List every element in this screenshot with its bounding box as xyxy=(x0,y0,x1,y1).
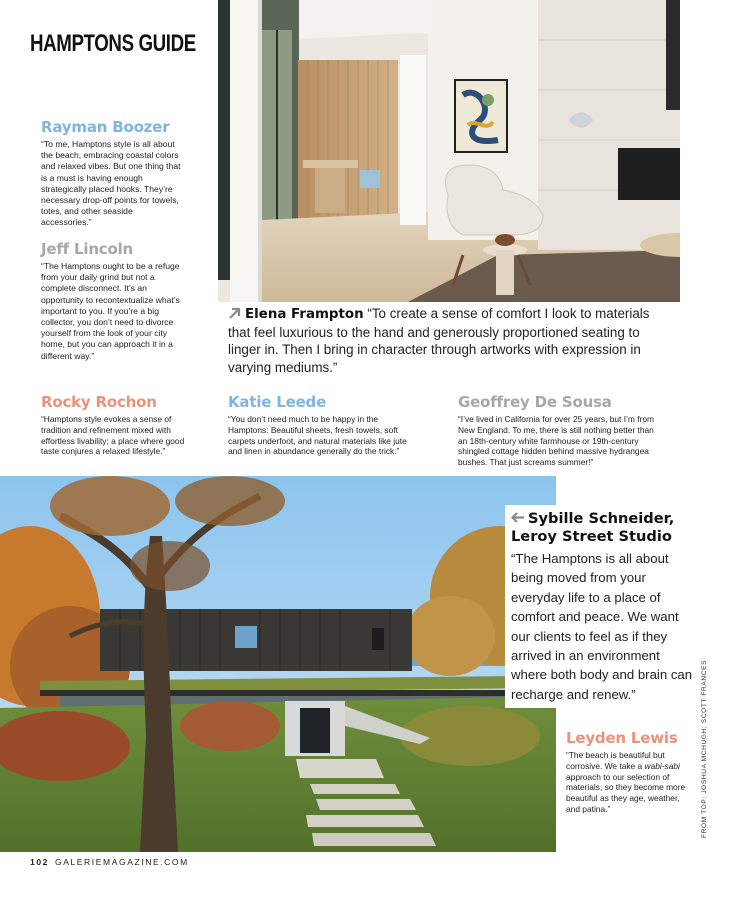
designer-name: Leyden Lewis xyxy=(566,729,678,747)
page-number: 102 xyxy=(30,857,49,867)
exterior-photo xyxy=(0,476,556,852)
arrow-left-icon xyxy=(511,512,525,523)
designer-quote: “The beach is beautiful but corrosive. We take a wabi-sabi approach to our selection of materials, so they become more beautiful as they age, weather, and patina.” xyxy=(566,750,686,814)
designer-quote: “The Hamptons ought to be a refuge from your daily grind but not a complete disconnect. It’s an opportunity to recontextualize what’s important to you. If you’re a big collector, you don’t need to divorce yourself from the look of your city home, but you can approach it in a different way.” xyxy=(41,261,180,361)
designer-quote: “The Hamptons is all about being moved from your everyday life to a place of comfort and peace. We want our clients to feel as if they arrived in an environment where both body and brain can recharge and renew.” xyxy=(511,551,693,702)
sidebar-quote-rayman xyxy=(41,118,181,229)
designer-name: Geoffrey De Sousa xyxy=(458,393,612,411)
designer-name: Elena Frampton xyxy=(245,307,364,322)
designer-quote: “To me, Hamptons style is all about the beach, embracing coastal colors and relaxed vibes. But one thing that is a must is having enough strategically placed hooks. They’re necessary drop-off points for towels, totes, and other seaside accessories.” xyxy=(41,139,181,228)
quote-leyden xyxy=(566,729,686,815)
designer-quote: “You don’t need much to be happy in the Hamptons: Beautiful sheets, fresh towels, soft carpets underfoot, and natural materials like jute and linen in abundance generally do the trick.” xyxy=(228,414,407,457)
designer-quote: “I’ve lived in California for over 25 years, but I’m from New England. To me, there is still nothing better than an 18th-century white farmhouse or 19th-century shingled cottage hidden behind massive hydrangea bushes. That just screams summer!” xyxy=(458,414,654,468)
designer-quote: “To create a sense of comfort I look to materials that feel luxurious to the hand and generously proportioned seating to linger in. Then I bring in character through artworks with expression in varying mediums.” xyxy=(228,306,650,375)
arrow-northeast-icon xyxy=(228,307,242,319)
designer-name: Rayman Boozer xyxy=(41,118,170,136)
designer-quote: “Hamptons style evokes a sense of tradition and refinement mixed with effortless livability; a place where good taste conjures a relaxed lifestyle.” xyxy=(41,414,185,457)
featured-quote-sybille xyxy=(505,505,700,708)
designer-name: Katie Leede xyxy=(228,393,327,411)
site-url: GALERIEMAGAZINE.COM xyxy=(54,857,189,867)
row-quote-rocky xyxy=(41,393,189,457)
designer-name: Rocky Rochon xyxy=(41,393,157,411)
sidebar-quote-jeff xyxy=(41,240,181,362)
page-title: HAMPTONS GUIDE xyxy=(30,30,196,57)
photo-credit: FROM TOP: JOSHUA MCHUGH; SCOTT FRANCES xyxy=(701,659,708,838)
row-quote-katie xyxy=(228,393,413,457)
designer-name: Sybille Schneider, Leroy Street Studio xyxy=(511,510,675,545)
row-quote-geoffrey xyxy=(458,393,658,468)
page-footer xyxy=(30,857,189,867)
designer-name: Jeff Lincoln xyxy=(41,240,134,258)
interior-photo xyxy=(218,0,680,302)
featured-quote-elena xyxy=(228,305,658,376)
